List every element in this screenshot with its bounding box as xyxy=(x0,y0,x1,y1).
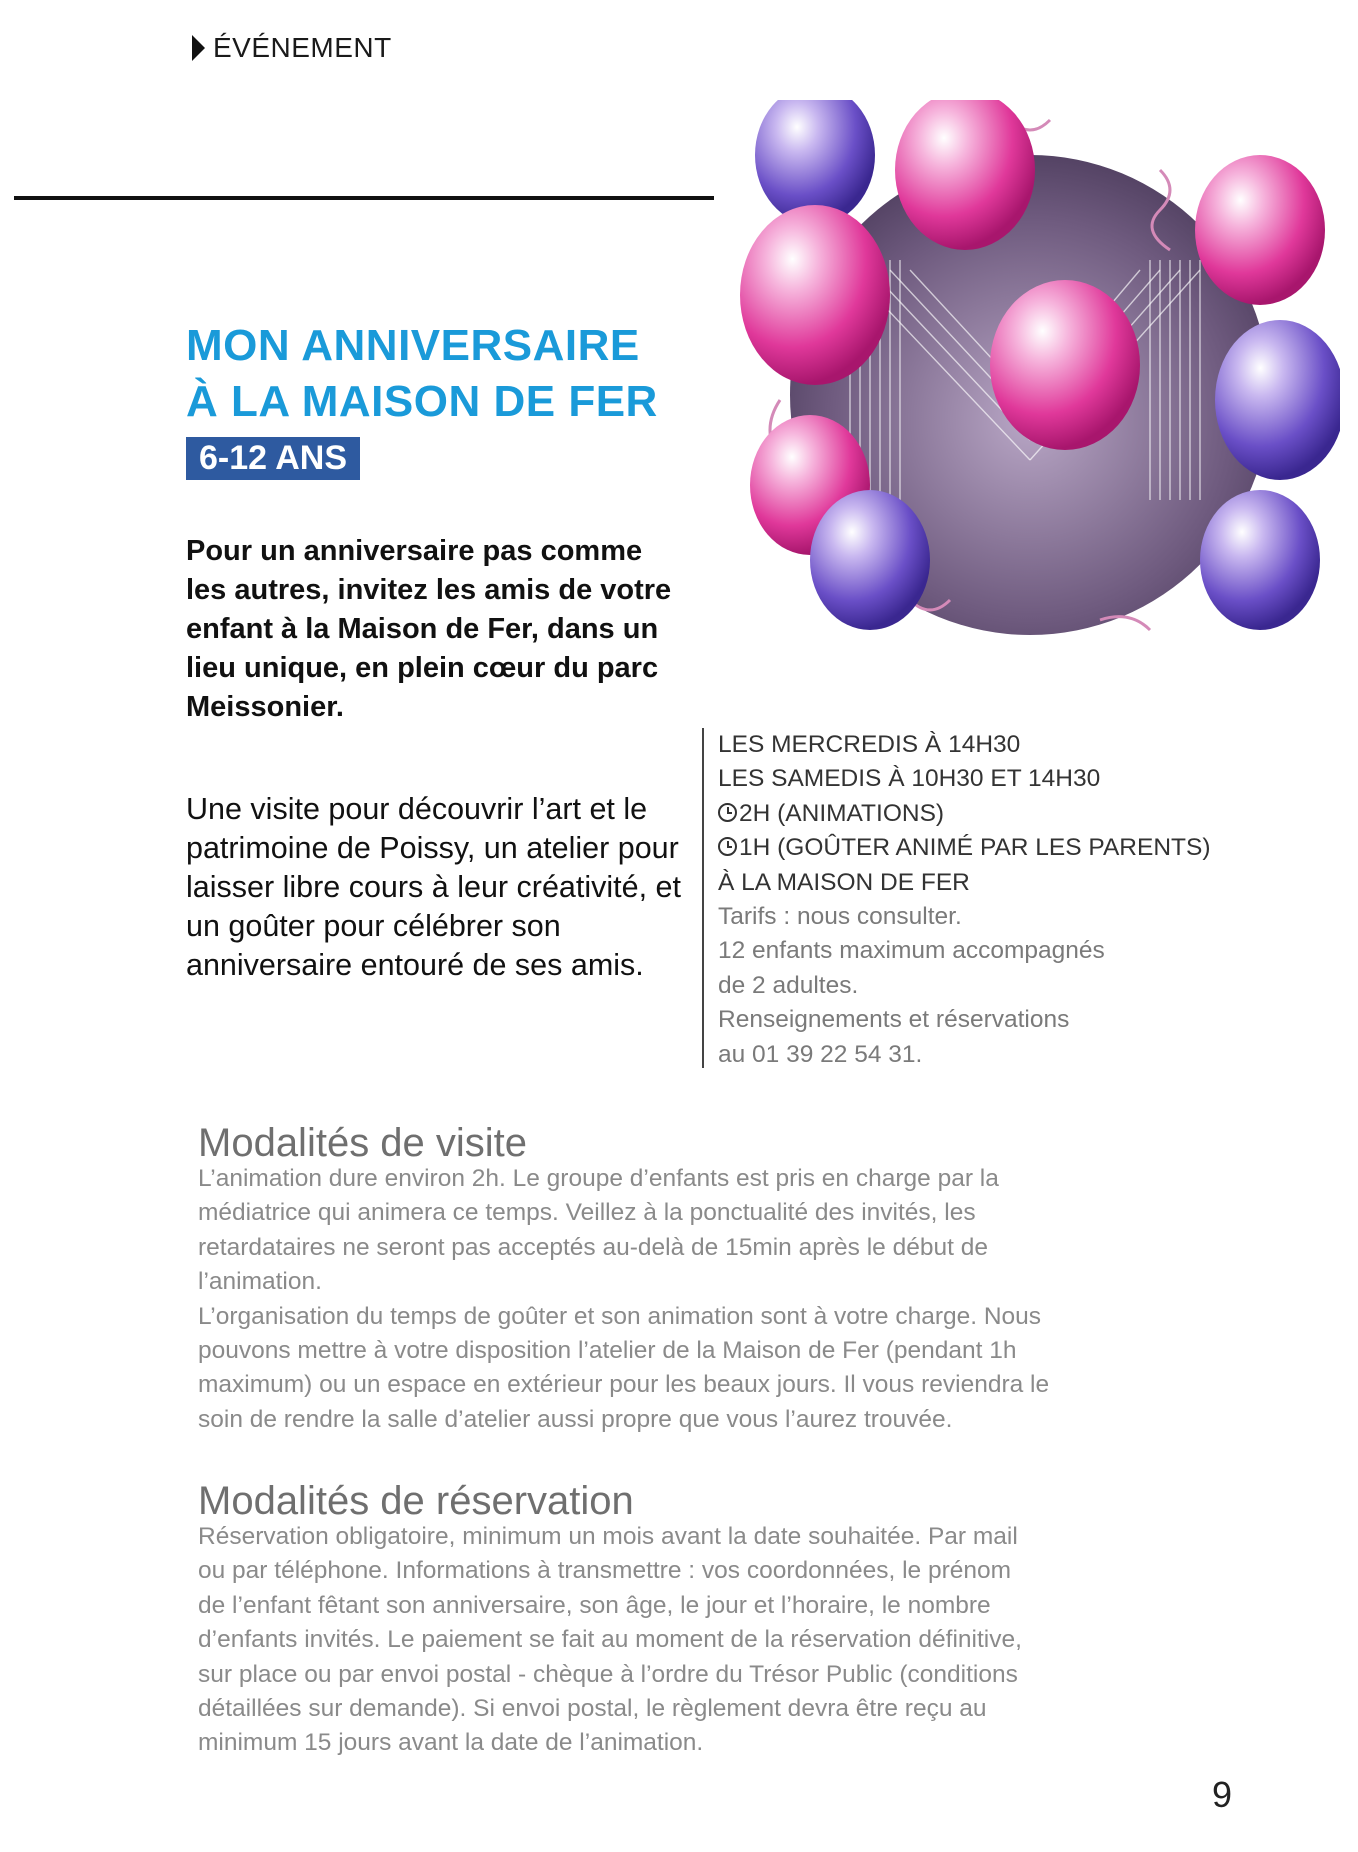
place: À LA MAISON DE FER xyxy=(718,868,970,896)
visite-line: retardataires ne seront pas acceptés au-delà de 15min après le début de xyxy=(198,1233,988,1261)
balloon xyxy=(1200,490,1320,630)
section-tag xyxy=(192,32,392,64)
duration-gouter: 1H (GOÛTER ANIMÉ PAR LES PARENTS) xyxy=(718,831,1210,865)
balloons-illustration xyxy=(720,100,1340,660)
age-badge: 6-12 ANS xyxy=(186,437,360,480)
event-title xyxy=(186,318,746,430)
header-rule xyxy=(14,196,714,200)
duration-animations: 2H (ANIMATIONS) xyxy=(718,797,1210,831)
contact-line-2: au 01 39 22 54 31. xyxy=(718,1040,923,1068)
title-line-1: MON ANNIVERSAIRE xyxy=(186,321,640,370)
reservation-line: Réservation obligatoire, minimum un mois avant la date souhaitée. Par mail xyxy=(198,1523,1018,1550)
title-line-2: À LA MAISON DE FER xyxy=(186,377,658,426)
visite-line: l’animation. xyxy=(198,1268,322,1296)
balloon xyxy=(740,205,890,385)
reservation-line: de l’enfant fêtant son anniversaire, son âge, le jour et l’horaire, le nombre xyxy=(198,1591,991,1619)
reservation-heading: Modalités de réservation xyxy=(198,1479,634,1523)
clock-icon xyxy=(718,803,737,822)
tarifs: Tarifs : nous consulter. xyxy=(718,903,962,931)
visite-line: maximum) ou un espace en extérieur pour les beaux jours. Il vous reviendra le xyxy=(198,1371,1050,1399)
balloon xyxy=(1215,320,1340,480)
visite-line: L’organisation du temps de goûter et son animation sont à votre charge. Nous xyxy=(198,1302,1042,1330)
schedule-wednesday: LES MERCREDIS À 14H30 xyxy=(718,731,1021,758)
contact-line-1: Renseignements et réservations xyxy=(718,1006,1070,1034)
reservation-line: détaillées sur demande). Si envoi postal, le règlement devra être reçu au xyxy=(198,1695,987,1723)
visite-line: L’animation dure environ 2h. Le groupe d’enfants est pris en charge par la xyxy=(198,1165,999,1192)
capacity-line-2: de 2 adultes. xyxy=(718,971,859,999)
page-number: 9 xyxy=(1212,1774,1233,1815)
clock-icon xyxy=(718,837,737,856)
visite-line: soin de rendre la salle d’atelier aussi propre que vous l’aurez trouvée. xyxy=(198,1405,953,1433)
reservation-line: d’enfants invités. Le paiement se fait au moment de la réservation définitive, xyxy=(198,1626,1022,1654)
intro-text: Une visite pour découvrir l’art et le patrimoine de Poissy, un atelier pour laisser libre cours à leur créativité, et un goûter pour célébrer son anniversaire entouré de ses amis. xyxy=(186,792,681,982)
balloon xyxy=(810,490,930,630)
reservation-line: sur place ou par envoi postal - chèque à l’ordre du Trésor Public (conditions xyxy=(198,1660,1018,1688)
visite-line: pouvons mettre à votre disposition l’atelier de la Maison de Fer (pendant 1h xyxy=(198,1337,1017,1365)
reservation-line: minimum 15 jours avant la date de l’animation. xyxy=(198,1729,704,1757)
section-label: ÉVÉNEMENT xyxy=(213,32,392,63)
visite-line: médiatrice qui animera ce temps. Veillez à la ponctualité des invités, les xyxy=(198,1199,976,1227)
reservation-body xyxy=(198,1520,1198,1761)
visite-body xyxy=(198,1162,1198,1437)
balloon xyxy=(1195,155,1325,305)
balloon xyxy=(990,280,1140,450)
schedule-saturday: LES SAMEDIS À 10H30 ET 14H30 xyxy=(718,765,1101,793)
info-box xyxy=(702,728,1210,1068)
reservation-line: ou par téléphone. Informations à transmettre : vos coordonnées, le prénom xyxy=(198,1557,1012,1585)
intro-bold-text: Pour un anniversaire pas comme les autres, invitez les amis de votre enfant à la Maison de Fer, dans un lieu unique, en plein cœur du parc Meissonier. xyxy=(186,535,672,723)
play-arrow-icon xyxy=(192,35,205,61)
capacity-line-1: 12 enfants maximum accompagnés xyxy=(718,937,1105,965)
visite-heading: Modalités de visite xyxy=(198,1121,528,1165)
